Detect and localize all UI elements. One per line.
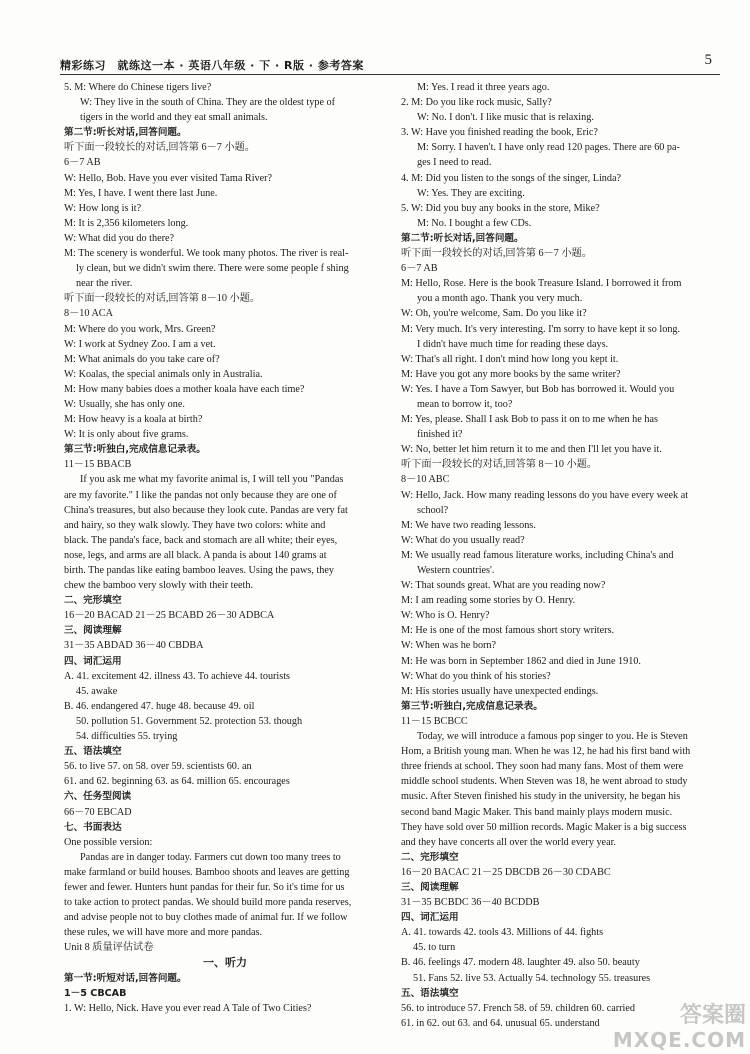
text-line: 2. M: Do you like rock music, Sally? (401, 97, 552, 109)
text-line: M: Hello, Rose. Here is the book Treasure Island. I borrowed it from (401, 278, 682, 290)
text-line: W: What do you usually read? (401, 534, 525, 546)
text-line: and hairy, so they walk slowly. They have two colors: white and (64, 519, 326, 531)
text-line: W: No, better let him return it to me and then I'll let you have it. (401, 444, 662, 456)
text-line: 4. M: Did you listen to the songs of the singer, Linda? (401, 172, 622, 184)
text-line: They have sold over 50 million records. Magic Maker is a big success (401, 821, 687, 833)
text-line: M: It is 2,356 kilometers long. (64, 217, 189, 229)
text-line: Hom, a British young man. When he was 12, he had his first band with (401, 746, 691, 758)
text-line: ly clean, but we didn't swim there. There were some people f shing (76, 263, 349, 275)
section-heading: 四、词汇运用 (401, 912, 459, 924)
answer-line: B. 46. endangered 47. huge 48. because 49. oil (64, 700, 255, 712)
section-heading: 第二节:听长对话,回答问题。 (401, 232, 524, 244)
text-line: M: Yes, please. Shall I ask Bob to pass it on to me when he has (401, 414, 658, 426)
text-line: Today, we will introduce a famous pop singer to you. He is Steven (417, 731, 688, 743)
section-heading: 二、完形填空 (64, 595, 122, 607)
text-line: M: Yes. I read it three years ago. (417, 82, 550, 93)
text-line: One possible version: (64, 836, 153, 848)
text-line: are my favorite." I like the pandas not only because they are one of (64, 489, 337, 501)
text-line: tigers in the world and they eat small animals. (80, 112, 268, 124)
section-heading: 四、词汇运用 (64, 655, 122, 667)
text-line: W: That's all right. I don't mind how long you kept it. (401, 353, 619, 365)
text-line: W: No. I don't. I like music that is relaxing. (417, 112, 594, 124)
header-title: 精彩练习 就练这一本 · 英语八年级 · 下 · R版 · 参考答案 (60, 59, 364, 72)
text-line: W: Yes. I have a Tom Sawyer, but Bob has borrowed it. Would you (401, 383, 675, 395)
text-line: M: He is one of the most famous short story writers. (401, 625, 615, 637)
text-line: W: Hello, Jack. How many reading lessons do you have every week at (401, 489, 689, 501)
text-line: second band Magic Maker. This band mainly plays modern music. (401, 806, 673, 818)
text-line: M: How many babies does a mother koala have each time? (64, 383, 305, 395)
text-line: W: When was he born? (401, 640, 497, 652)
text-line: W: What did you do there? (64, 232, 175, 244)
answer-line: 61. and 62. beginning 63. as 64. million 65. encourages (64, 776, 290, 788)
text-line: If you ask me what my favorite animal is, I will tell you "Pandas (80, 474, 344, 486)
answer-line: 8－10 ABC (401, 474, 450, 486)
answer-line: A. 41. towards 42. tools 43. Millions of 44. fights (401, 927, 604, 939)
text-line: I didn't have much time for reading these days. (417, 338, 609, 350)
text-line: 3. W: Have you finished reading the book, Eric? (401, 127, 598, 139)
section-heading: 1－5 CBCAB (64, 987, 127, 999)
text-line: nose, legs, and arms are all black. A panda is about 140 grams at (64, 549, 327, 561)
text-line: W: How long is it? (64, 202, 142, 214)
section-heading: 三、阅读理解 (64, 625, 122, 637)
text-line: 听下面一段较长的对话,回答第 6－7 小题。 (401, 248, 593, 260)
text-line: these rules, we will have more and more pandas. (64, 927, 263, 939)
text-line: M: Sorry. I haven't. I have only read 120 pages. There are 60 pa- (417, 142, 680, 154)
section-heading: 第一节:听短对话,回答问题。 (64, 972, 187, 984)
text-line: school? (417, 504, 449, 516)
answer-line: 54. difficulties 55. trying (76, 731, 178, 743)
text-line: Western countries'. (417, 565, 495, 576)
text-line: mean to borrow it, too? (417, 398, 513, 410)
text-line: M: We usually read famous literature works, including China's and (401, 549, 674, 561)
answer-line: 66－70 EBCAD (64, 806, 132, 818)
text-line: 5. M: Where do Chinese tigers live? (64, 82, 212, 93)
section-heading: 第三节:听独白,完成信息记录表。 (64, 444, 206, 456)
text-line: M: Yes, I have. I went there last June. (64, 187, 218, 199)
section-heading: 五、语法填空 (64, 746, 122, 758)
text-line: three friends at school. They soon had many fans. Most of them were (401, 761, 684, 773)
text-line: M: How heavy is a koala at birth? (64, 414, 203, 426)
answer-line: 56. to live 57. on 58. over 59. scientists 60. an (64, 761, 252, 773)
text-line: 听下面一段较长的对话,回答第 6－7 小题。 (64, 142, 256, 154)
text-line: 5. W: Did you buy any books in the store, Mike? (401, 202, 600, 214)
section-heading: 三、阅读理解 (401, 881, 459, 893)
text-line: W: Yes. They are exciting. (417, 187, 525, 199)
right-column (401, 80, 721, 1031)
section-heading: 第二节:听长对话,回答问题。 (64, 127, 187, 139)
page-number: 5 (704, 52, 712, 68)
section-heading: 第三节:听独白,完成信息记录表。 (401, 700, 543, 712)
text-line: M: No. I bought a few CDs. (417, 217, 532, 229)
site-watermark (566, 1004, 746, 1052)
text-line: M: Have you got any more books by the same writer? (401, 368, 621, 380)
unit-heading: 一、听力 (203, 956, 247, 970)
text-line: M: Very much. It's very interesting. I'm sorry to have kept it so long. (401, 323, 681, 335)
section-heading: 二、完形填空 (401, 851, 459, 863)
text-line: and they have concerts all over the world every year. (401, 836, 616, 848)
answer-line: 31－35 ABDAD 36－40 CBDBA (64, 640, 204, 652)
text-line: W: I work at Sydney Zoo. I am a vet. (64, 338, 216, 350)
section-heading: 六、任务型阅读 (64, 791, 132, 803)
text-line: middle school students. When Steven was 18, he went abroad to study (401, 776, 688, 788)
text-line: W: It is only about five grams. (64, 429, 189, 441)
text-line: M: We have two reading lessons. (401, 519, 536, 531)
section-heading: 七、书面表达 (64, 821, 122, 833)
text-line: 听下面一段较长的对话,回答第 8－10 小题。 (64, 293, 261, 305)
text-line: and advise people not to buy clothes made of animal fur. If we follow (64, 912, 348, 924)
left-column (64, 80, 386, 1016)
answer-line: 11－15 BCBCC (401, 715, 468, 727)
answer-line: 6－7 AB (64, 157, 101, 169)
text-line: Pandas are in danger today. Farmers cut down too many trees to (80, 851, 341, 863)
text-line: M: What animals do you take care of? (64, 353, 220, 365)
answer-line: 6－7 AB (401, 263, 438, 275)
answer-line: 11－15 BBACB (64, 459, 132, 471)
answer-line: 50. pollution 51. Government 52. protection 53. though (76, 715, 303, 727)
answer-line: 8－10 ACA (64, 308, 113, 320)
answer-line: B. 46. feelings 47. modern 48. laughter 49. also 50. beauty (401, 957, 640, 969)
text-line: to take action to protect pandas. We should build more panda reserves, (64, 897, 352, 909)
answer-line: 61. in 62. out 63. and 64. unusual 65. understand (401, 1017, 600, 1029)
text-line: W: They live in the south of China. They are the oldest type of (80, 97, 336, 109)
text-line: W: Oh, you're welcome, Sam. Do you like it? (401, 308, 587, 320)
answer-line: 16－20 BACAC 21－25 DBCDB 26－30 CDABC (401, 866, 611, 878)
watermark-url: MXQE.COM (612, 1028, 746, 1052)
text-line: W: Koalas, the special animals only in Australia. (64, 368, 263, 380)
page-header (60, 54, 720, 75)
answer-line: 51. Fans 52. live 53. Actually 54. technology 55. treasures (413, 972, 651, 984)
text-line: W: Who is O. Henry? (401, 610, 490, 622)
text-line: 听下面一段较长的对话,回答第 8－10 小题。 (401, 459, 598, 471)
section-heading: 五、语法填空 (401, 987, 459, 999)
answer-line: 45. awake (76, 685, 118, 697)
text-line: W: That sounds great. What are you reading now? (401, 580, 606, 592)
text-line: black. The panda's face, back and stomach are all white; their eyes, (64, 534, 338, 546)
text-line: M: He was born in September 1862 and died in June 1910. (401, 655, 641, 667)
text-line: music. After Steven finished his study in the university, he began his (401, 791, 681, 803)
answer-line: 56. to introduce 57. French 58. of 59. children 60. carried (401, 1002, 635, 1014)
answer-line: 45. to turn (413, 942, 456, 954)
text-line: M: His stories usually have unexpected endings. (401, 685, 599, 697)
text-line: fewer and fewer. Hunters hunt pandas for their fur. So it's time for us (64, 881, 345, 893)
text-line: W: Hello, Bob. Have you ever visited Tama River? (64, 172, 273, 184)
text-line: make farmland or build houses. Bamboo shoots and leaves are getting (64, 866, 350, 878)
text-line: M: The scenery is wonderful. We took many photos. The river is real- (64, 248, 349, 260)
text-line: W: What do you think of his stories? (401, 670, 551, 682)
watermark-logo-text: 答案圈 (679, 1003, 746, 1028)
text-line: W: Usually, she has only one. (64, 398, 185, 410)
answer-line: 16－20 BACAD 21－25 BCABD 26－30 ADBCA (64, 610, 275, 622)
text-line: you a month ago. Thank you very much. (417, 293, 583, 305)
text-line: birth. The pandas like eating bamboo leaves. Using the paws, they (64, 565, 334, 576)
answer-line: 1. W: Hello, Nick. Have you ever read A Tale of Two Cities? (64, 1002, 312, 1014)
text-line: near the river. (76, 278, 133, 290)
text-line: M: Where do you work, Mrs. Green? (64, 323, 216, 335)
text-line: M: I am reading some stories by O. Henry. (401, 595, 576, 607)
text-line: chew the bamboo very slowly with their teeth. (64, 580, 253, 592)
text-line: ges I need to read. (417, 157, 492, 169)
answer-line: 31－35 BCBDC 36－40 BCDDB (401, 897, 540, 909)
text-line: China's treasures, but also because they look cute. Pandas are very fat (64, 504, 348, 516)
answer-line: A. 41. excitement 42. illness 43. To achieve 44. tourists (64, 670, 291, 682)
text-line: finished it? (417, 429, 463, 441)
text-line: Unit 8 质量评估试卷 (64, 942, 154, 954)
